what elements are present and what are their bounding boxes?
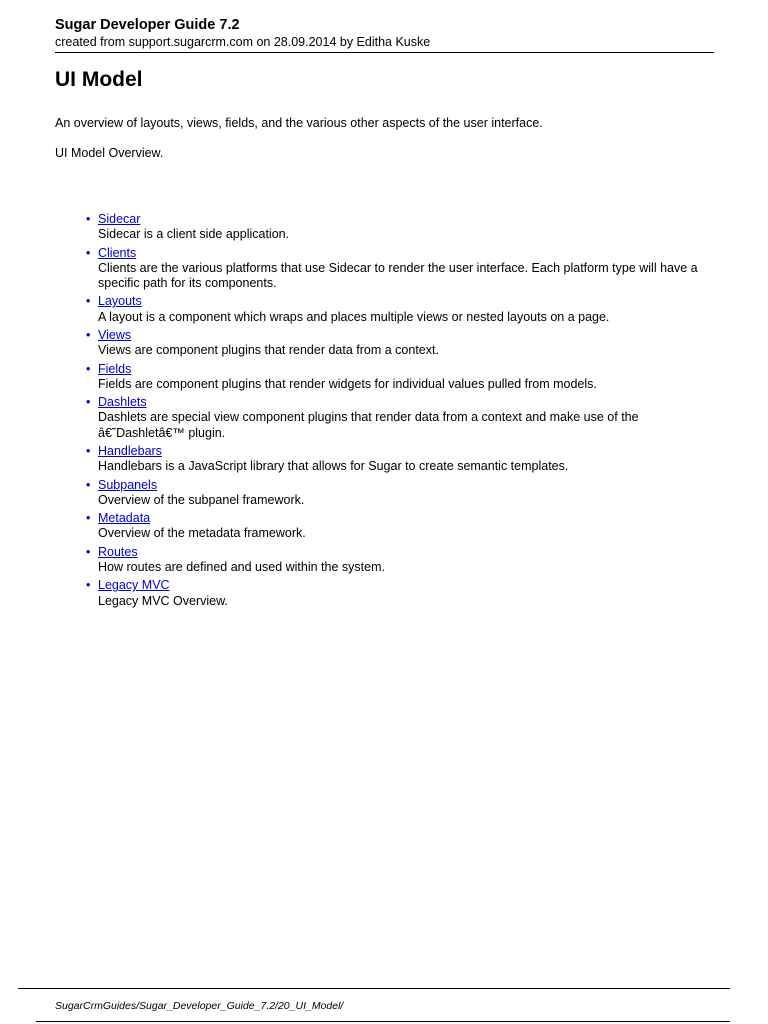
footer-divider-bottom: [36, 1021, 730, 1022]
overview-paragraph: UI Model Overview.: [55, 146, 164, 160]
topic-link-handlebars[interactable]: Handlebars: [98, 443, 162, 458]
bullet-icon: •: [86, 443, 91, 458]
footer-divider-top: [18, 988, 730, 989]
topic-item-clients: [86, 245, 714, 292]
topic-link-layouts[interactable]: Layouts: [98, 294, 142, 309]
bullet-icon: •: [86, 212, 91, 226]
topic-item-sidecar: [86, 212, 714, 242]
bullet-icon: •: [86, 544, 91, 559]
bullet-icon: •: [86, 395, 91, 410]
topic-link-legacy-mvc[interactable]: Legacy MVC: [98, 578, 170, 593]
bullet-icon: •: [86, 361, 91, 376]
footer-path: SugarCrmGuides/Sugar_Developer_Guide_7.2/20_UI_Model/: [55, 1000, 344, 1012]
topic-description: A layout is a component which wraps and places multiple views or nested layouts on a page.: [98, 309, 610, 324]
topic-link-routes[interactable]: Routes: [98, 544, 138, 559]
topic-list: [86, 212, 714, 612]
topic-description: Dashlets are special view component plugins that render data from a context and make use of the â€˜Dashletâ€™ plugin.: [98, 410, 639, 440]
topic-link-metadata[interactable]: Metadata: [98, 511, 151, 526]
topic-link-fields[interactable]: Fields: [98, 361, 132, 376]
guide-source-line: created from support.sugarcrm.com on 28.09.2014 by Editha Kuske: [55, 35, 431, 49]
bullet-icon: •: [86, 511, 91, 526]
guide-title: Sugar Developer Guide 7.2: [55, 17, 240, 33]
topic-link-views[interactable]: Views: [98, 327, 132, 342]
topic-description: Views are component plugins that render data from a context.: [98, 343, 439, 358]
topic-description: Sidecar is a client side application.: [98, 227, 290, 242]
topic-description: Overview of the subpanel framework.: [98, 492, 305, 507]
topic-description: Legacy MVC Overview.: [98, 593, 228, 608]
bullet-icon: •: [86, 578, 91, 593]
topic-item-views: [86, 327, 714, 358]
bullet-icon: •: [86, 477, 91, 492]
topic-item-subpanels: [86, 477, 714, 508]
topic-item-fields: [86, 361, 714, 392]
topic-item-metadata: [86, 511, 714, 541]
bullet-icon: •: [86, 294, 91, 309]
topic-item-routes: [86, 544, 714, 575]
topic-description: Clients are the various platforms that use Sidecar to render the user interface. Each platform type will have a specific path for its components.: [98, 260, 698, 290]
topic-item-handlebars: [86, 443, 714, 474]
topic-item-layouts: [86, 294, 714, 324]
topic-link-sidecar[interactable]: Sidecar: [98, 212, 141, 226]
bullet-icon: •: [86, 245, 91, 260]
page-title: UI Model: [55, 68, 143, 91]
topic-description: Handlebars is a JavaScript library that allows for Sugar to create semantic templates.: [98, 459, 569, 474]
topic-link-dashlets[interactable]: Dashlets: [98, 395, 147, 410]
bullet-icon: •: [86, 327, 91, 342]
topic-item-dashlets: [86, 395, 714, 441]
topic-description: How routes are defined and used within the system.: [98, 559, 385, 574]
topic-description: Fields are component plugins that render widgets for individual values pulled from models.: [98, 376, 597, 391]
document-header: [55, 16, 714, 50]
topic-link-clients[interactable]: Clients: [98, 245, 137, 260]
topic-link-subpanels[interactable]: Subpanels: [98, 477, 158, 492]
topic-description: Overview of the metadata framework.: [98, 526, 306, 541]
header-divider: [55, 52, 714, 53]
topic-item-legacy-mvc: [86, 578, 714, 608]
intro-paragraph: An overview of layouts, views, fields, and the various other aspects of the user interface.: [55, 116, 543, 130]
